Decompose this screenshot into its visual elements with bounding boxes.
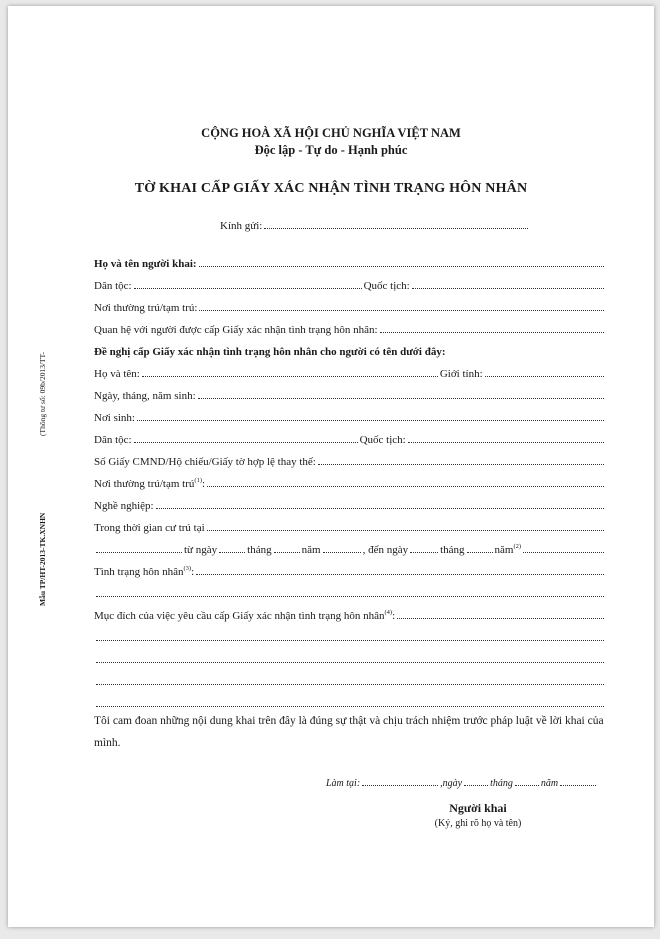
period-dates-line: từ ngày tháng năm , đến ngày tháng năm$^{(2)}$ bbox=[94, 540, 606, 556]
marital-status-line-2 bbox=[94, 584, 606, 600]
form-title: TỜ KHAI CẤP GIẤY XÁC NHẬN TÌNH TRẠNG HÔN NHÂN bbox=[134, 181, 528, 196]
form-code: Mẫu TP/HT-2013-TK.XNHN bbox=[38, 512, 47, 606]
ethnicity2-line: Dân tộc: Quốc tịch: bbox=[94, 430, 606, 446]
purpose-field-3[interactable] bbox=[96, 662, 604, 663]
residence2-field[interactable] bbox=[207, 486, 604, 487]
purpose-line-2 bbox=[94, 628, 606, 644]
country-heading: CỘNG HOÀ XÃ HỘI CHỦ NGHĨA VIỆT NAM bbox=[201, 126, 461, 140]
occupation-line: Nghề nghiệp: bbox=[94, 496, 606, 512]
period-place-field[interactable] bbox=[207, 530, 604, 531]
signing-day-field[interactable] bbox=[464, 785, 488, 786]
period-line: Trong thời gian cư trú tại bbox=[94, 518, 606, 534]
id-doc-field[interactable] bbox=[318, 464, 604, 465]
ethnicity-field[interactable] bbox=[134, 288, 362, 289]
motto: Độc lập - Tự do - Hạnh phúc bbox=[254, 143, 408, 157]
relationship-field[interactable] bbox=[380, 332, 604, 333]
period-place-field-2[interactable] bbox=[96, 552, 182, 553]
purpose-line-5 bbox=[94, 694, 606, 710]
to-month-field[interactable] bbox=[467, 552, 493, 553]
side-margin-text bbox=[36, 306, 50, 606]
dob-field[interactable] bbox=[198, 398, 604, 399]
full-name-field[interactable] bbox=[142, 376, 438, 377]
to-year-field[interactable] bbox=[523, 552, 604, 553]
declarant-signature-label: Người khai bbox=[449, 801, 507, 815]
signature-note: (Ký, ghi rõ họ và tên) bbox=[434, 818, 522, 829]
purpose-line: Mục đích của việc yêu cầu cấp Giấy xác nhận tình trạng hôn nhân$^{(4)}$: bbox=[94, 606, 606, 622]
nationality2-field[interactable] bbox=[408, 442, 604, 443]
residence-line: Nơi thường trú/tạm trú: bbox=[94, 298, 606, 314]
recipient-line: Kính gửi: bbox=[220, 216, 530, 232]
declaration-text: Tôi cam đoan những nội dung khai trên đây là đúng sự thật và chịu trách nhiệm trước pháp luật về lời khai của mình. bbox=[94, 715, 604, 749]
nationality-field[interactable] bbox=[412, 288, 604, 289]
ethnicity-line: Dân tộc: Quốc tịch: bbox=[94, 276, 606, 292]
signing-place-field[interactable] bbox=[362, 785, 438, 786]
marital-status-field-2[interactable] bbox=[96, 596, 604, 597]
occupation-field[interactable] bbox=[156, 508, 604, 509]
ethnicity2-field[interactable] bbox=[134, 442, 358, 443]
purpose-field-4[interactable] bbox=[96, 684, 604, 685]
purpose-field-2[interactable] bbox=[96, 640, 604, 641]
declarant-name-line: Họ và tên người khai: bbox=[94, 254, 606, 270]
signing-month-field[interactable] bbox=[515, 785, 539, 786]
full-name-line: Họ và tên: Giới tính: bbox=[94, 364, 606, 380]
marital-status-line: Tình trạng hôn nhân$^{(3)}$: bbox=[94, 562, 606, 578]
request-heading: Đề nghị cấp Giấy xác nhận tình trạng hôn nhân cho người có tên dưới đây: bbox=[94, 346, 446, 358]
marital-status-field[interactable] bbox=[196, 574, 604, 575]
from-month-field[interactable] bbox=[274, 552, 300, 553]
to-day-field[interactable] bbox=[410, 552, 438, 553]
form-page bbox=[8, 6, 654, 927]
residence2-line: Nơi thường trú/tạm trú$^{(1)}$: bbox=[94, 474, 606, 490]
gender-field[interactable] bbox=[485, 376, 604, 377]
purpose-field[interactable] bbox=[397, 618, 604, 619]
birthplace-line: Nơi sinh: bbox=[94, 408, 606, 424]
residence-field[interactable] bbox=[199, 310, 604, 311]
relationship-line: Quan hệ với người được cấp Giấy xác nhận tình trạng hôn nhân: bbox=[94, 320, 606, 336]
from-day-field[interactable] bbox=[219, 552, 245, 553]
purpose-line-4 bbox=[94, 672, 606, 688]
birthplace-field[interactable] bbox=[137, 420, 604, 421]
circular-reference: (Thông tư số: 09b/2013/TT- bbox=[38, 352, 47, 436]
signing-year-field[interactable] bbox=[560, 785, 596, 786]
purpose-field-5[interactable] bbox=[96, 706, 604, 707]
from-year-field[interactable] bbox=[323, 552, 361, 553]
recipient-field[interactable] bbox=[264, 228, 528, 229]
signing-place-date: Làm tại: ,ngày tháng năm bbox=[326, 773, 626, 789]
purpose-line-3 bbox=[94, 650, 606, 666]
id-doc-line: Số Giấy CMND/Hộ chiếu/Giấy tờ hợp lệ thay thế: bbox=[94, 452, 606, 468]
declarant-name-field[interactable] bbox=[199, 266, 604, 267]
dob-line: Ngày, tháng, năm sinh: bbox=[94, 386, 606, 402]
